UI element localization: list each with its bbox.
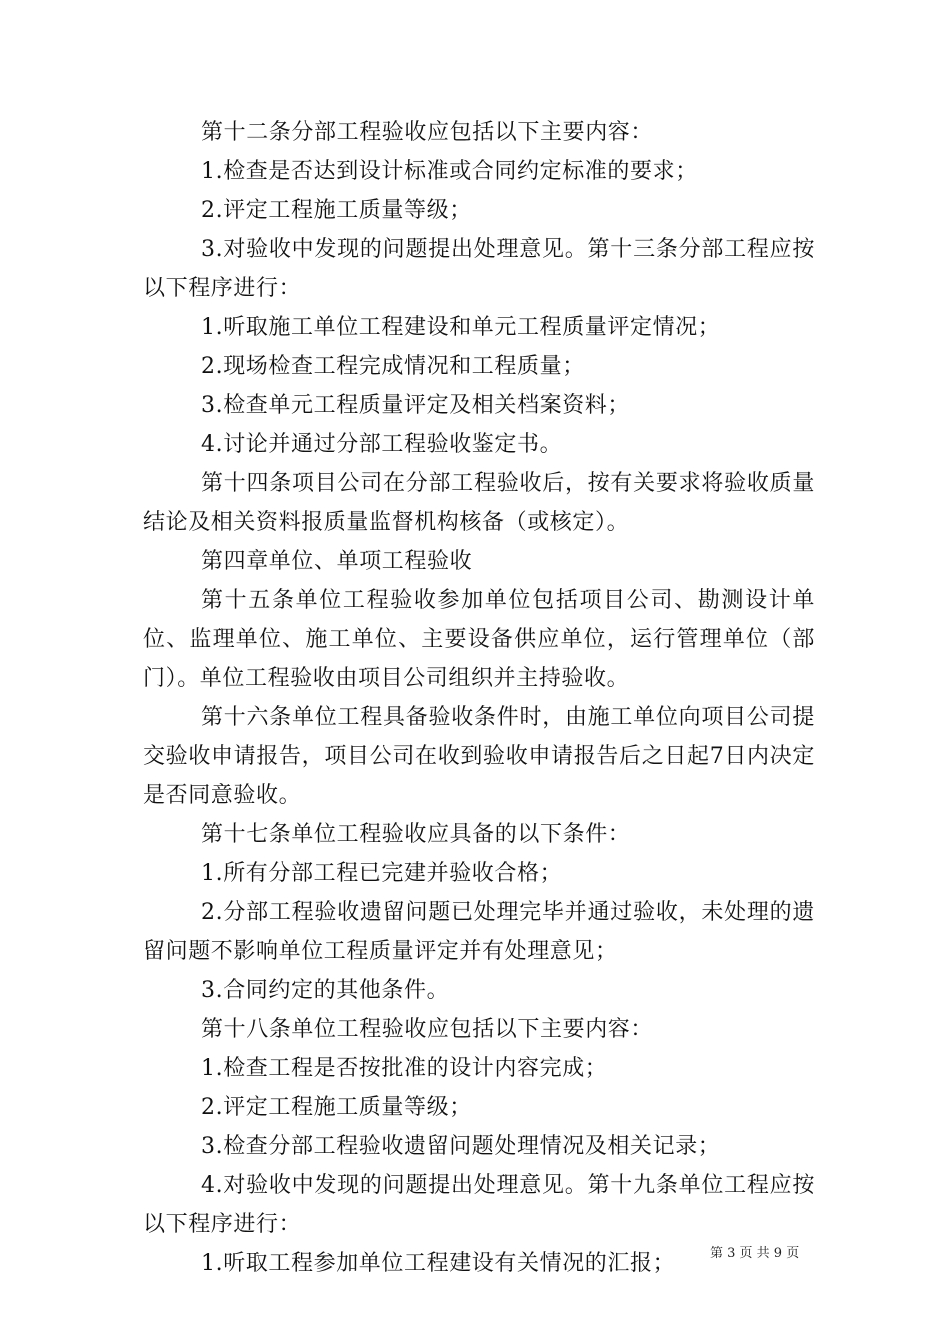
paragraph: 4.讨论并通过分部工程验收鉴定书。 (201, 432, 563, 457)
paragraph: 第十二条分部工程验收应包括以下主要内容： (201, 120, 654, 145)
paragraph: 第十五条单位工程验收参加单位包括项目公司、勘测设计单位、监理单位、施工单位、主要设备供应单位，运行管理单位（部门）。单位工程验收由项目公司组织并主持验收。 (143, 588, 815, 691)
paragraph: 第十六条单位工程具备验收条件时，由施工单位向项目公司提交验收申请报告，项目公司在收到验收申请报告后之日起7日内决定是否同意验收。 (143, 705, 815, 808)
paragraph: 1.检查是否达到设计标准或合同约定标准的要求； (201, 159, 698, 184)
paragraph: 2.现场检查工程完成情况和工程质量； (201, 354, 585, 379)
paragraph: 2.评定工程施工质量等级； (201, 198, 472, 223)
paragraph: 2.评定工程施工质量等级； (201, 1095, 472, 1120)
paragraph: 1.检查工程是否按批准的设计内容完成； (201, 1056, 608, 1081)
paragraph: 1.听取工程参加单位工程建设有关情况的汇报； (201, 1251, 676, 1276)
chapter-heading: 第四章单位、单项工程验收 (201, 549, 473, 574)
paragraph: 第十七条单位工程验收应具备的以下条件： (201, 822, 631, 847)
paragraph: 2.分部工程验收遗留问题已处理完毕并通过验收，未处理的遗留问题不影响单位工程质量评定并有处理意见； (143, 900, 815, 964)
paragraph: 第十四条项目公司在分部工程验收后，按有关要求将验收质量结论及相关资料报质量监督机构核备（或核定）。 (143, 471, 815, 535)
paragraph: 3.检查单元工程质量评定及相关档案资料； (201, 393, 630, 418)
paragraph: 第十八条单位工程验收应包括以下主要内容： (201, 1017, 654, 1042)
paragraph: 1.所有分部工程已完建并验收合格； (201, 861, 563, 886)
paragraph: 3.合同约定的其他条件。 (201, 978, 450, 1003)
paragraph: 3.对验收中发现的问题提出处理意见。第十三条分部工程应按以下程序进行： (143, 237, 815, 301)
page-number-footer: 第 3 页 共 9 页 (710, 1246, 800, 1261)
paragraph: 3.检查分部工程验收遗留问题处理情况及相关记录； (201, 1134, 721, 1159)
paragraph: 1.听取施工单位工程建设和单元工程质量评定情况； (201, 315, 721, 340)
paragraph: 4.对验收中发现的问题提出处理意见。第十九条单位工程应按以下程序进行： (143, 1173, 815, 1237)
document-body (143, 113, 815, 1283)
